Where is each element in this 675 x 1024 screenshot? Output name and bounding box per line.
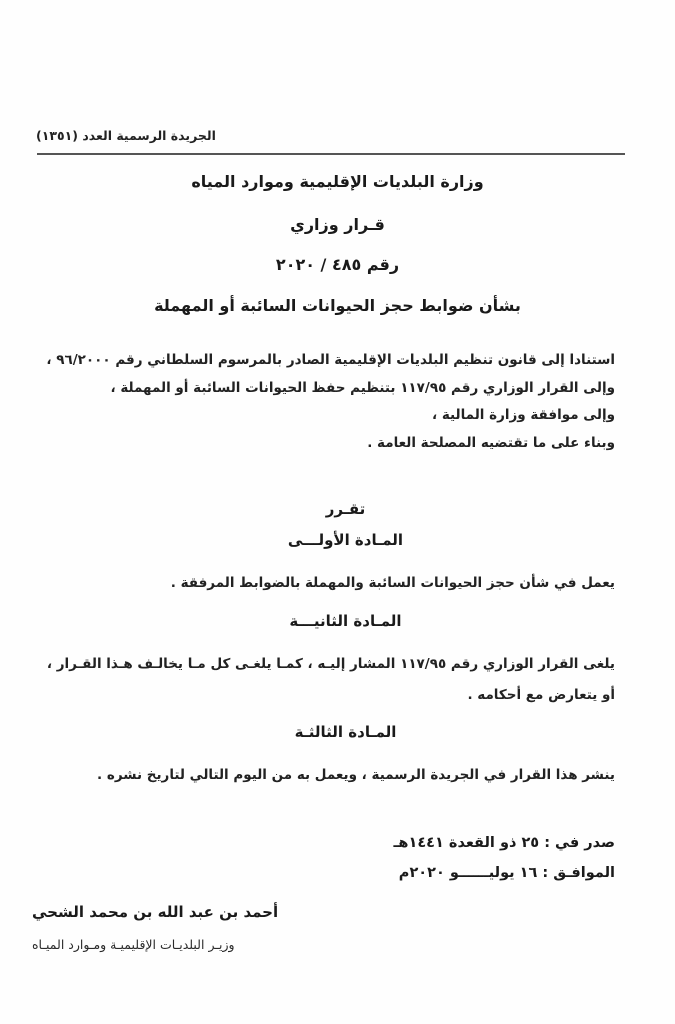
article-2-text: يلغى القرار الوزاري رقم ١١٧/٩٥ المشار إليـه ، كمـا يلغـى كل مـا يخالـف هـذا القـرار ،: [46, 656, 615, 672]
header-divider: [37, 153, 625, 155]
decision-number: رقم ٤٨٥ / ٢٠٢٠: [275, 255, 400, 274]
issued-date: صدر في : ٢٥ ذو القعدة ١٤٤١هـ: [393, 835, 615, 851]
signatory-name: أحمد بن عبد الله بن محمد الشحي: [32, 903, 279, 921]
article-3-title: المـادة الثالثـة: [294, 723, 397, 741]
decision-title: قـرار وزاري: [290, 215, 385, 234]
preamble-line: وإلى موافقة وزارة المالية ،: [432, 407, 615, 423]
article-2-title: المـادة الثانيـــة: [289, 612, 402, 630]
preamble-line: وبناء على ما تقتضيه المصلحة العامة .: [367, 435, 615, 451]
article-1-title: المـادة الأولـــى: [287, 531, 404, 549]
article-3-text: ينشر هذا القرار في الجريدة الرسمية ، ويعمل به من اليوم التالي لتاريخ نشره .: [97, 767, 615, 783]
gregorian-date: الموافـق : ١٦ يوليــــــو ٢٠٢٠م: [398, 865, 615, 881]
ministry-name: وزارة البلديات الإقليمية وموارد المياه: [191, 172, 484, 191]
signatory-title: وزيـر البلديـات الإقليميـة ومـوارد الميـاه: [32, 937, 235, 952]
preamble-line: استنادا إلى قانون تنظيم البلديات الإقليمية الصادر بالمرسوم السلطاني رقم ٩٦/٢٠٠٠ ،: [46, 352, 615, 368]
article-1-text: يعمل في شأن حجز الحيوانات السائبة والمهملة بالضوابط المرفقة .: [170, 575, 615, 591]
article-2-text: أو يتعارض مع أحكامه .: [467, 687, 615, 703]
preamble-line: وإلى القرار الوزاري رقم ١١٧/٩٥ بتنظيم حفظ الحيوانات السائبة أو المهملة ،: [110, 380, 615, 396]
running-header: الجريدة الرسمية العدد (١٣٥١): [36, 128, 216, 143]
decision-subject: بشأن ضوابط حجز الحيوانات السائبة أو المهملة: [154, 296, 521, 315]
decides-heading: تقـرر: [325, 500, 366, 518]
